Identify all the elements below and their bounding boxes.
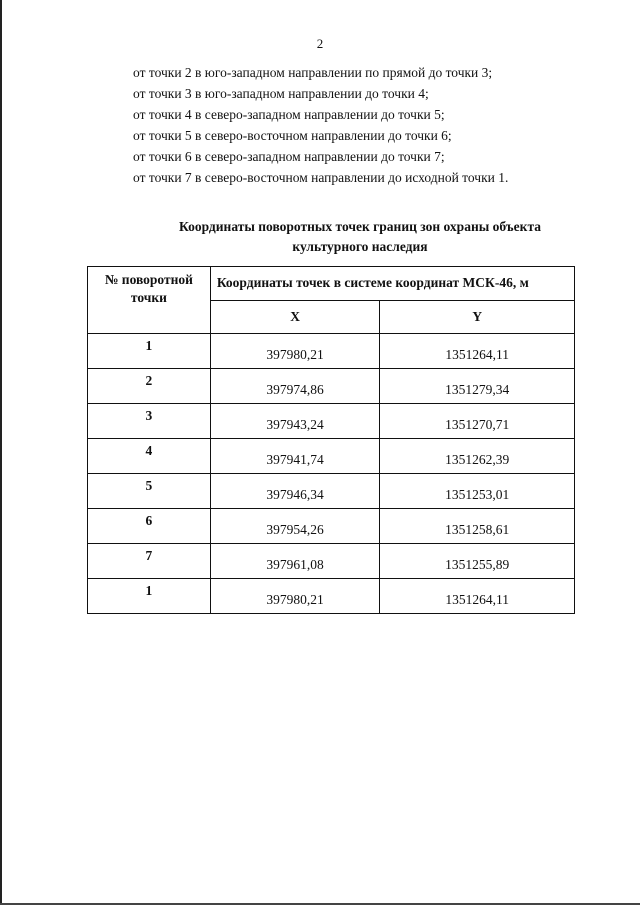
route-line: от точки 6 в северо-западном направлении до точки 7;	[133, 149, 445, 164]
cell-point: 3	[88, 404, 211, 439]
cell-point: 4	[88, 439, 211, 474]
cell-y: 1351258,61	[380, 509, 575, 544]
table-heading	[120, 217, 600, 257]
table-heading-line-1: Координаты поворотных точек границ зон охраны объекта	[178, 219, 541, 234]
header-y: Y	[380, 300, 575, 334]
cell-x: 397946,34	[210, 474, 380, 509]
cell-x: 397941,74	[210, 439, 380, 474]
cell-x: 397961,08	[210, 544, 380, 579]
cell-point: 5	[88, 474, 211, 509]
cell-point: 1	[88, 334, 211, 369]
cell-x: 397954,26	[210, 509, 380, 544]
cell-x: 397943,24	[210, 404, 380, 439]
cell-point: 7	[88, 544, 211, 579]
table-row	[88, 439, 575, 474]
cell-x: 397980,21	[210, 579, 380, 614]
table-row	[88, 579, 575, 614]
cell-y: 1351262,39	[380, 439, 575, 474]
route-line: от точки 2 в юго-западном направлении по прямой до точки 3;	[133, 65, 493, 80]
cell-y: 1351264,11	[380, 334, 575, 369]
page-left-edge	[0, 0, 2, 905]
cell-y: 1351255,89	[380, 544, 575, 579]
cell-point: 1	[88, 579, 211, 614]
table-row	[88, 544, 575, 579]
table-heading-line-2: культурного наследия	[292, 239, 428, 254]
cell-x: 397974,86	[210, 369, 380, 404]
route-line: от точки 3 в юго-западном направлении до точки 4;	[133, 86, 429, 101]
cell-y: 1351264,11	[380, 579, 575, 614]
route-description-list	[133, 62, 508, 188]
cell-y: 1351279,34	[380, 369, 575, 404]
table-header-row	[88, 267, 575, 301]
cell-y: 1351253,01	[380, 474, 575, 509]
coordinates-table	[87, 266, 575, 614]
cell-point: 6	[88, 509, 211, 544]
route-line: от точки 4 в северо-западном направлении до точки 5;	[133, 107, 445, 122]
table-row	[88, 474, 575, 509]
cell-y: 1351270,71	[380, 404, 575, 439]
table-row	[88, 369, 575, 404]
page-number: 2	[316, 36, 324, 51]
cell-x: 397980,21	[210, 334, 380, 369]
route-line: от точки 7 в северо-восточном направлении до исходной точки 1.	[133, 170, 509, 185]
header-coordinate-system: Координаты точек в системе координат МСК-46, м	[210, 267, 574, 301]
table-row	[88, 404, 575, 439]
route-line: от точки 5 в северо-восточном направлении до точки 6;	[133, 128, 452, 143]
header-point-number: № поворотной точки	[88, 267, 211, 334]
header-x: X	[210, 300, 380, 334]
table-row	[88, 334, 575, 369]
cell-point: 2	[88, 369, 211, 404]
table-row	[88, 509, 575, 544]
